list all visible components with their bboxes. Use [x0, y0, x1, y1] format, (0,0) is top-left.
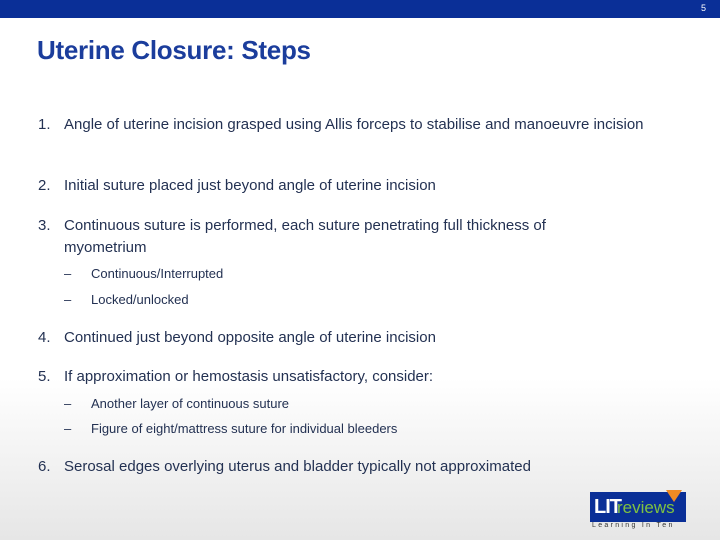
slide-title: Uterine Closure: Steps [37, 35, 311, 65]
item-text: If approximation or hemostasis unsatisfactory, consider: [64, 368, 434, 385]
list-item [38, 215, 678, 259]
list-item [38, 175, 678, 197]
list-item [38, 114, 678, 136]
logo-tagline: Learning In Ten [592, 522, 675, 529]
dash-bullet: – [64, 396, 72, 411]
logo-reviews: reviews [617, 498, 675, 517]
item-text: Initial suture placed just beyond angle of uterine incision [64, 177, 436, 194]
sub-item-text: Locked/unlocked [91, 292, 189, 307]
list-item [38, 456, 678, 478]
item-text: Angle of uterine incision grasped using Allis forceps to stabilise and manoeuvre incision [64, 116, 644, 133]
logo-triangle-icon [666, 490, 682, 502]
item-number: 2. [38, 177, 51, 194]
item-text: Serosal edges overlying uterus and bladder typically not approximated [64, 458, 531, 475]
item-number: 6. [38, 458, 51, 475]
dash-bullet: – [64, 292, 72, 307]
sub-item [64, 421, 397, 436]
page-number: 5 [700, 3, 706, 13]
list-item [38, 327, 678, 349]
sub-item [64, 266, 223, 281]
item-text: Continuous suture is performed, each suture penetrating full thickness of myometrium [64, 217, 546, 256]
logo-lit: LIT [594, 496, 621, 518]
list-item [38, 366, 678, 388]
sub-item-text: Continuous/Interrupted [91, 266, 224, 281]
item-number: 1. [38, 116, 51, 133]
sub-item-text: Another layer of continuous suture [91, 396, 290, 411]
top-bar [0, 0, 720, 18]
sub-item [64, 396, 289, 411]
item-text: Continued just beyond opposite angle of uterine incision [64, 329, 436, 346]
item-number: 4. [38, 329, 51, 346]
litreviews-logo [590, 492, 686, 532]
item-number: 3. [38, 217, 51, 234]
dash-bullet: – [64, 266, 72, 281]
sub-item-text: Figure of eight/mattress suture for individual bleeders [91, 421, 398, 436]
item-number: 5. [38, 368, 51, 385]
dash-bullet: – [64, 421, 72, 436]
sub-item [64, 292, 189, 307]
